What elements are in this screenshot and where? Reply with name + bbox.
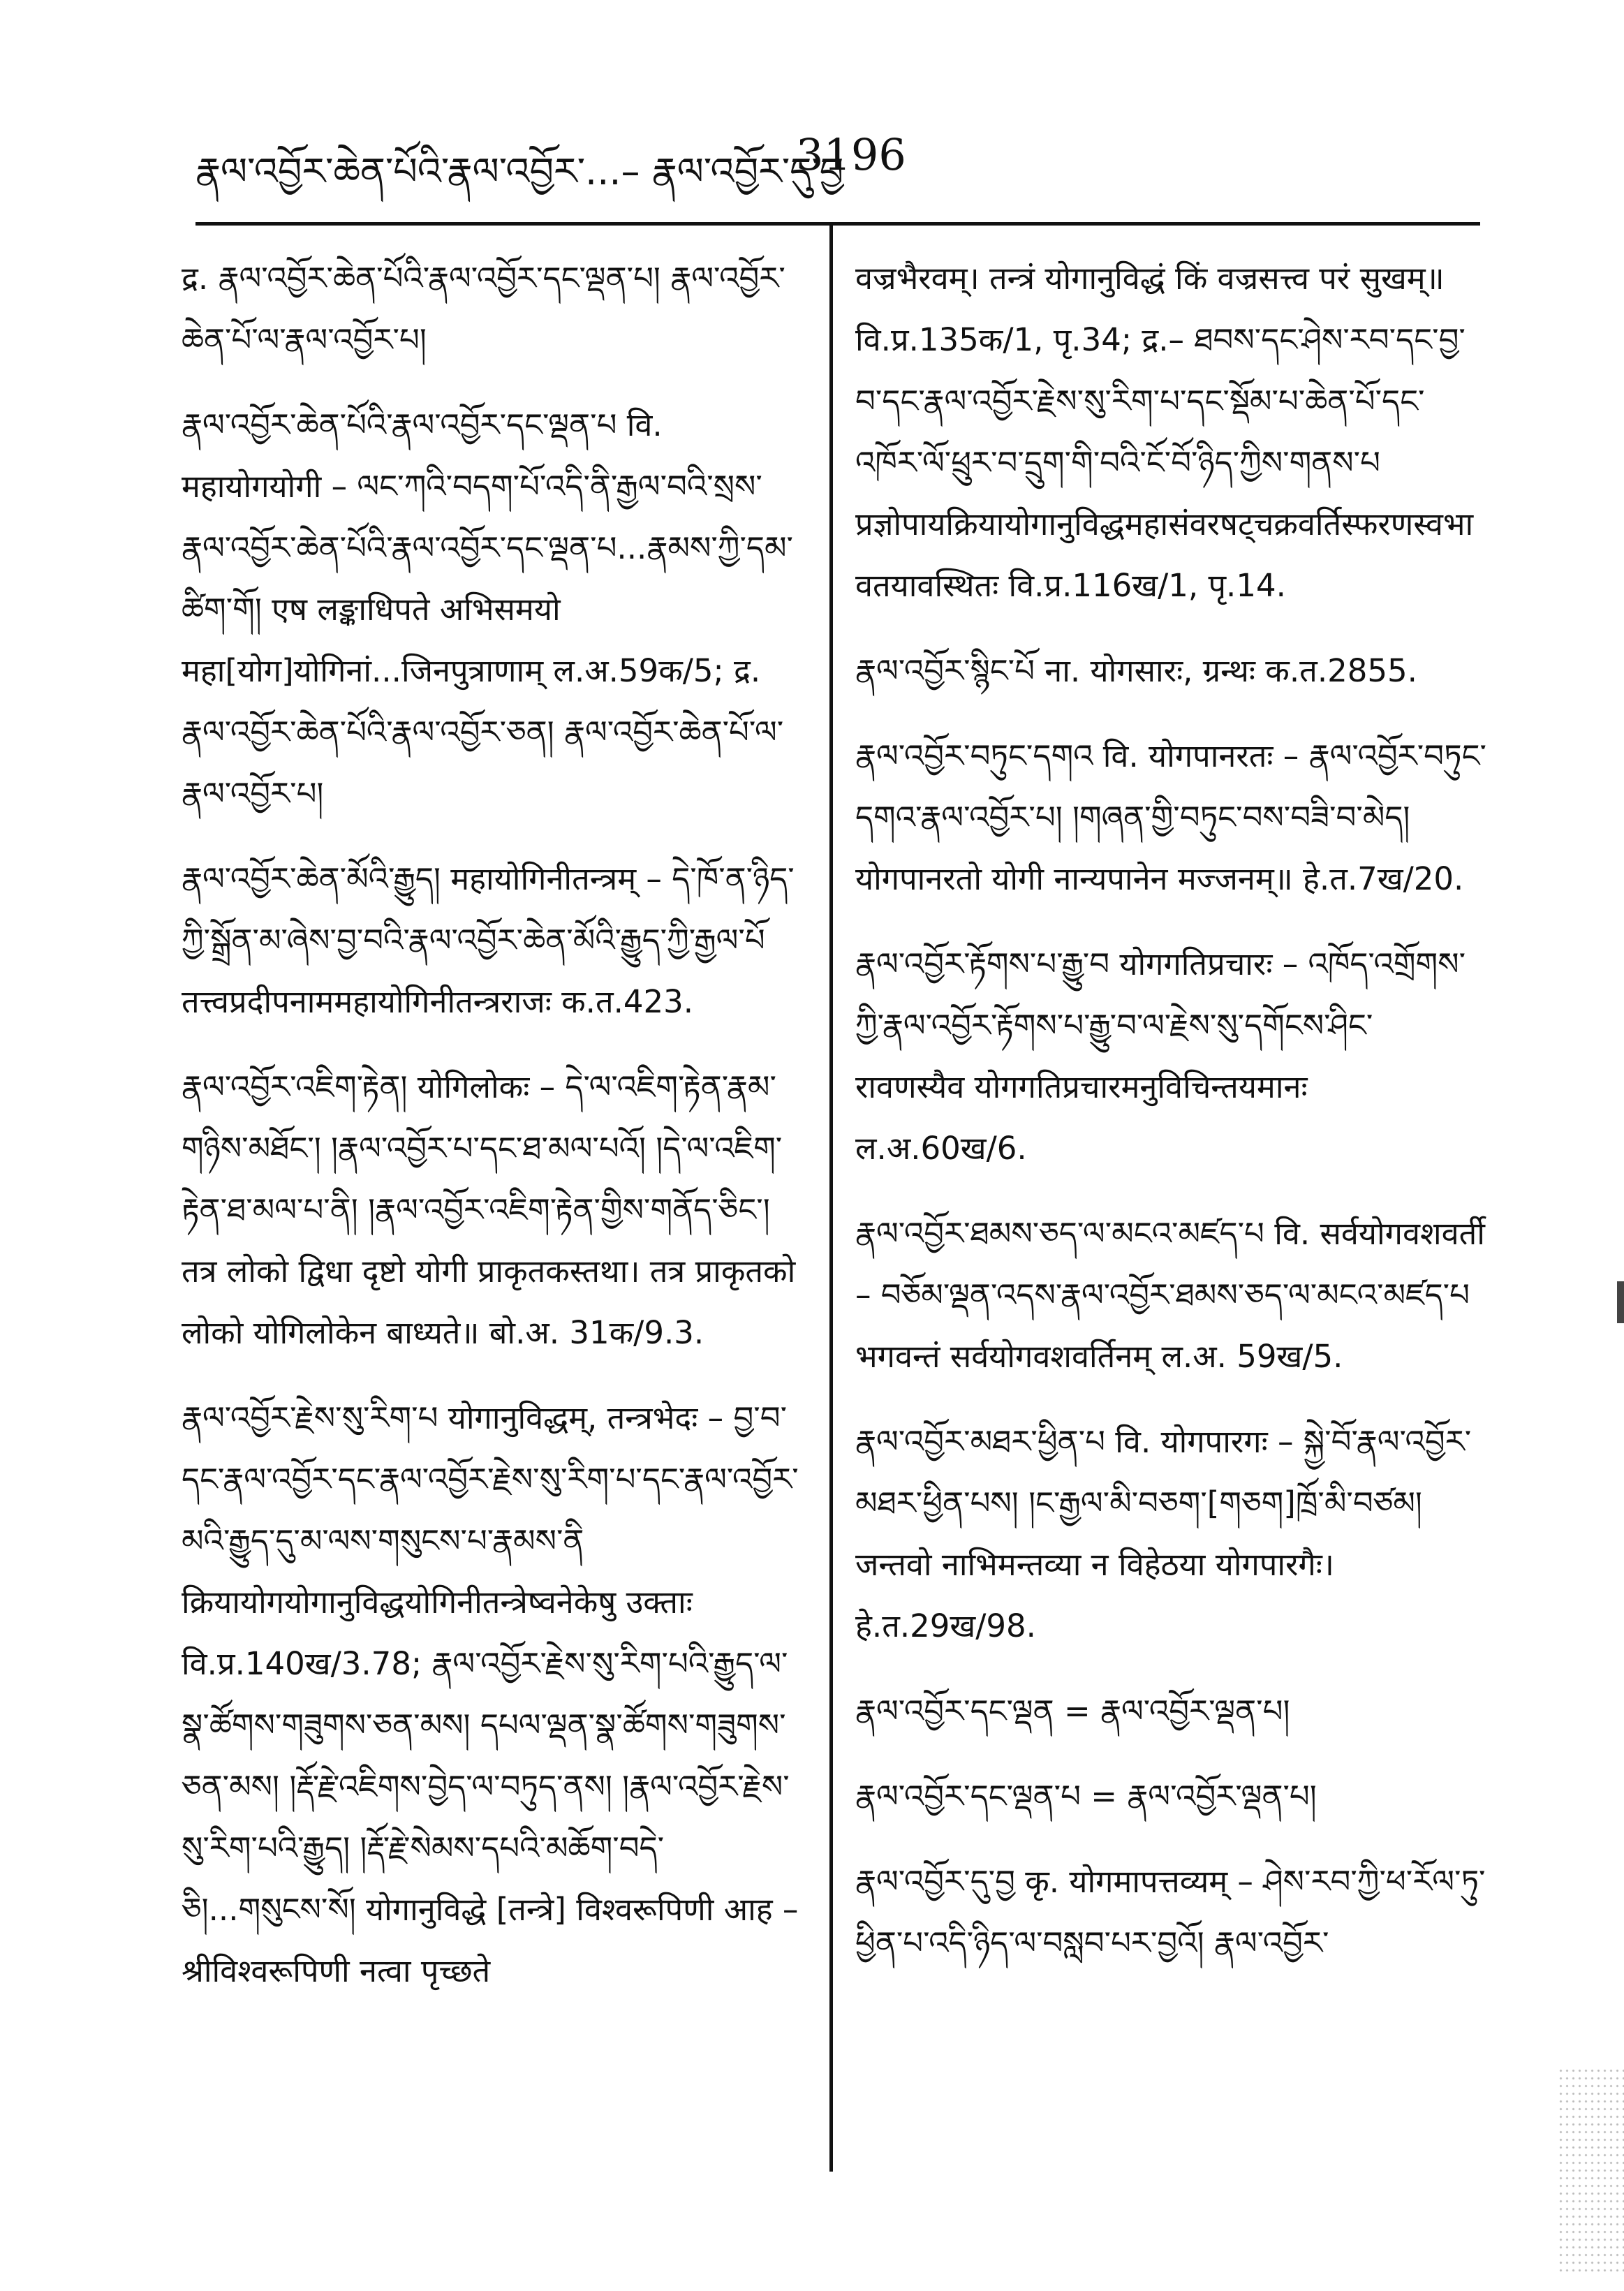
dictionary-entry: རྣལ་འབྱོར་འཇིག་རྟེན། योगिलोकः – དེ་ལ་འཇིག་རྟེན་རྣམ་གཉིས་མཐོང་། །རྣལ་འབྱོར་པ་དང་ཐ་མལ་པའོ། །དེ་ལ་འཇིག་རྟེན་ཐ་མལ་པ་ནི། །རྣལ་འབྱོར་འཇིག་རྟེན་གྱིས་གནོད་ཅིང་། तत्र लोको द्विधा दृष्टो योगी प्राकृतकस्तथा। तत्र प्राकृतको लोको योगिलोकेन बाध्यते॥ बो.अ. 31क/9.3. [182, 1068, 796, 1351]
left-column [182, 248, 806, 2026]
running-header: རྣལ་འབྱོར་ཆེན་པོའི་རྣལ་འབྱོར་...– རྣལ་འབྱོར་དུ་བྱ [195, 149, 844, 193]
scan-edge-mark [1617, 1281, 1624, 1323]
dictionary-entry: རྣལ་འབྱོར་རྗེས་སུ་རིག་པ योगानुविद्धम्, तन्त्रभेदः – བྱ་བ་དང་རྣལ་འབྱོར་དང་རྣལ་འབྱོར་རྗེས་སུ་རིག་པ་དང་རྣལ་འབྱོར་མའི་རྒྱུད་དུ་མ་ལས་གསུངས་པ་རྣམས་ནི क्रियायोगयोगानुविद्धयोगिनीतन्त्रेष्वनेकेषु उक्ताः वि.प्र.140ख/3.78; རྣལ་འབྱོར་རྗེས་སུ་རིག་པའི་རྒྱུད་ལ་སྣ་ཚོགས་གཟུགས་ཅན་མས། དཔལ་ལྡན་སྣ་ཚོགས་གཟུགས་ཅན་མས། །རྡོ་རྗེ་འཇིགས་བྱེད་ལ་བཏུད་ནས། །རྣལ་འབྱོར་རྗེས་སུ་རིག་པའི་རྒྱུད། །རྡོ་རྗེ་སེམས་དཔའི་མཆོག་བདེ་ཅི།...གསུངས་སོ། योगानुविद्धे [तन्त्रे] विश्वरूपिणी आह – श्रीविश्वरूपिणी नत्वा पृच्छते [182, 1399, 799, 1989]
column-divider [829, 223, 833, 2172]
dictionary-entry: རྣལ་འབྱོར་བཏུང་དགའ वि. योगपानरतः – རྣལ་འབྱོར་བཏུང་དགའ་རྣལ་འབྱོར་པ། །གཞན་གྱི་བཏུང་བས་བཟི་བ་མེད། योगपानरतो योगी नान्यपानेन मज्जनम्॥ हे.त.7ख/20. [855, 737, 1486, 897]
page-number: 3196 [796, 129, 906, 180]
right-column [855, 248, 1487, 1998]
dictionary-entry: वज्रभैरवम्। तन्त्रं योगानुविद्धं किं वज्रसत्त्व परं सुखम्॥ वि.प्र.135क/1, पृ.34; द्र.– ཐབས་དང་ཤེས་རབ་དང་བྱ་བ་དང་རྣལ་འབྱོར་རྗེས་སུ་རིག་པ་དང་སྡོམ་པ་ཆེན་པོ་དང་འཁོར་ལོ་ཕྲུར་བ་དྲུག་གི་བའི་ངོ་བོ་ཉིད་ཀྱིས་གནས་པ प्रज्ञोपायक्रियायोगानुविद्धमहासंवरषट्चक्रवर्तिस्फरणस्वभावतयावस्थितः वि.प्र.116ख/1, पृ.14. [855, 260, 1474, 604]
dictionary-entry: རྣལ་འབྱོར་མཐར་ཕྱིན་པ वि. योगपारगः – སྐྱེ་བོ་རྣལ་འབྱོར་མཐར་ཕྱིན་པས། །ང་རྒྱལ་མི་བཅག་[གཅག]ཁྲོ་མི་བཙམ། जन्तवो नाभिमन्तव्या न विहेठया योगपारगैः। हे.त.29ख/98. [855, 1423, 1472, 1644]
scan-noise [1558, 2067, 1624, 2276]
page-header [195, 129, 1452, 193]
dictionary-entry: རྣལ་འབྱོར་དུ་བྱ कृ. योगमापत्तव्यम् – ཤེས་རབ་ཀྱི་ཕ་རོལ་ཏུ་ཕྱིན་པ་འདི་ཉིད་ལ་བསླབ་པར་བྱའོ། རྣལ་འབྱོར་ [855, 1863, 1486, 1961]
cross-reference: རྣལ་འབྱོར་དང་ལྡན = རྣལ་འབྱོར་ལྡན་པ། [855, 1693, 1290, 1730]
dictionary-entry: རྣལ་འབྱོར་ཐམས་ཅད་ལ་མངའ་མཛད་པ वि. सर्वयोगवशवर्ती – བཅོམ་ལྡན་འདས་རྣལ་འབྱོར་ཐམས་ཅད་ལ་མངའ་མཛད་པ भगवन्तं सर्वयोगवशवर्तिनम् ल.अ. 59ख/5. [855, 1215, 1485, 1375]
dictionary-entry: རྣལ་འབྱོར་རྟོགས་པ་རྒྱུ་བ योगगतिप्रचारः – འཁོད་འགྲོགས་ཀྱི་རྣལ་འབྱོར་རྟོགས་པ་རྒྱུ་བ་ལ་རྗེས་སུ་དགོངས་ཤིང་ रावणस्यैव योगगतिप्रचारमनुविचिन्तयमानः ल.अ.60ख/6. [855, 945, 1466, 1167]
dictionary-entry: རྣལ་འབྱོར་ཆེན་མོའི་རྒྱུད། महायोगिनीतन्त्रम् – དེ་ཁོ་ན་ཉིད་ཀྱི་སྒྲོན་མ་ཞེས་བྱ་བའི་རྣལ་འབྱོར་ཆེན་མོའི་རྒྱུད་ཀྱི་རྒྱལ་པོ तत्त्वप्रदीपनाममहायोगिनीतन्त्रराजः क.त.423. [182, 860, 795, 1020]
dictionary-entry: རྣལ་འབྱོར་ཆེན་པོའི་རྣལ་འབྱོར་དང་ལྡན་པ वि. महायोगयोगी – ལང་ཀའི་བདག་པོ་འདི་ནི་རྒྱལ་བའི་སྲས་རྣལ་འབྱོར་ཆེན་པོའི་རྣལ་འབྱོར་དང་ལྡན་པ...རྣམས་ཀྱི་དམ་ཚིག་གོ། एष लङ्काधिपते अभिसमयो महा[योग]योगिनां...जिनपुत्राणाम् ल.अ.59क/5; द्र. རྣལ་འབྱོར་ཆེན་པོའི་རྣལ་འབྱོར་ཅན། རྣལ་འབྱོར་ཆེན་པོ་ལ་རྣལ་འབྱོར་པ། [182, 406, 793, 812]
dictionary-entry: རྣལ་འབྱོར་སྙིང་པོ ना. योगसारः, ग्रन्थः क.त.2855. [855, 652, 1417, 689]
cross-reference: རྣལ་འབྱོར་དང་ལྡན་པ = རྣལ་འབྱོར་ལྡན་པ། [855, 1778, 1317, 1815]
dictionary-entry: द्र. རྣལ་འབྱོར་ཆེན་པོའི་རྣལ་འབྱོར་དང་ལྡན་པ། རྣལ་འབྱོར་ཆེན་པོ་ལ་རྣལ་འབྱོར་པ། [182, 260, 785, 358]
top-rule [195, 222, 1480, 226]
